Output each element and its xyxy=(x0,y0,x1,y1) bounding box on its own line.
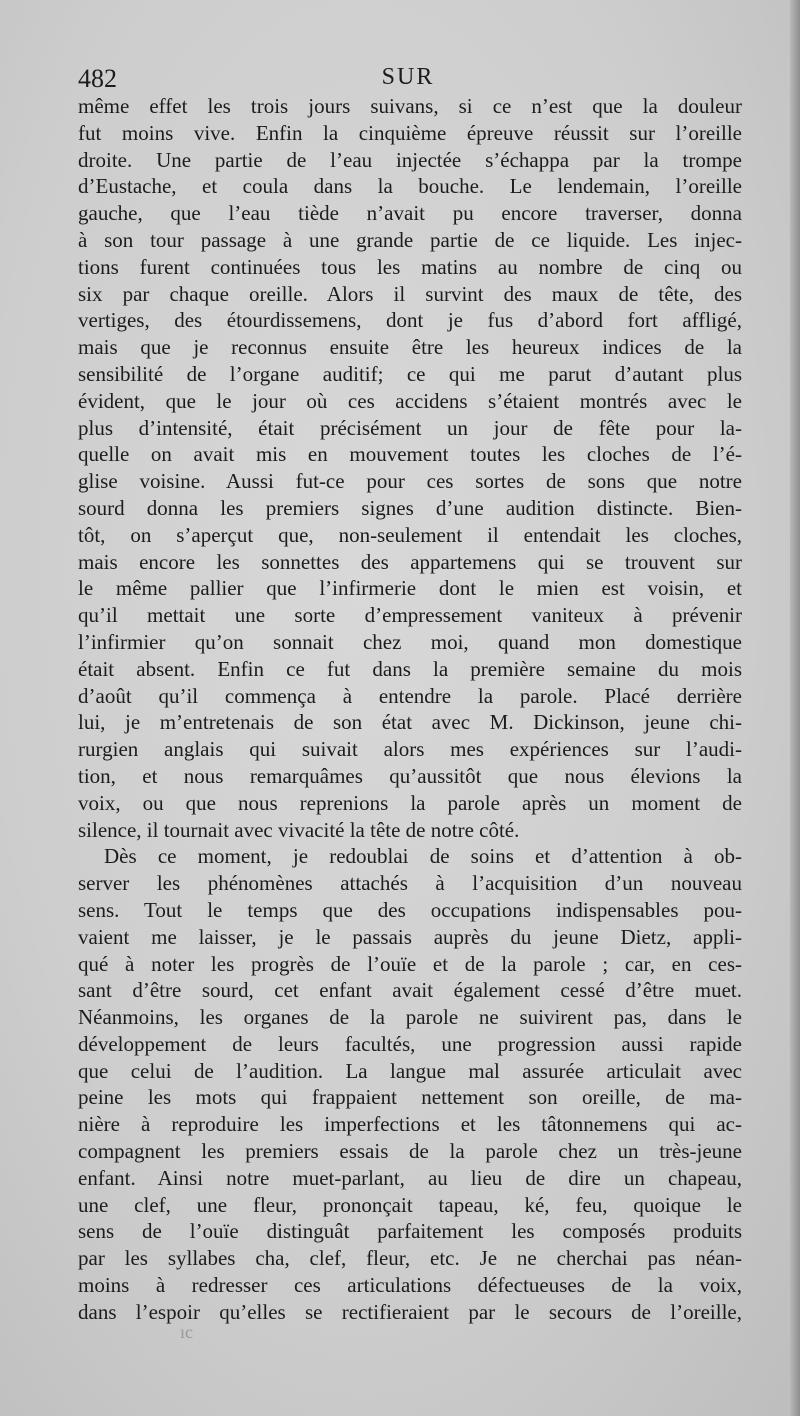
text-line: lui, je m’entretenais de son état avec M. Dickinson, jeune chi- xyxy=(78,710,742,735)
text-line: tion, et nous remarquâmes qu’aussitôt que nous élevions la xyxy=(78,763,742,788)
paragraph-end-line: silence, il tournait avec vivacité la tête de notre côté. xyxy=(78,817,520,842)
body-text xyxy=(78,93,742,1326)
running-head: SUR xyxy=(381,64,435,90)
text-line: par les syllabes cha, clef, fleur, etc. Je ne cherchai pas néan- xyxy=(78,1246,742,1271)
text-line: une clef, une fleur, prononçait tapeau, ké, feu, quoique le xyxy=(78,1192,742,1217)
text-line: sens. Tout le temps que des occupations indispensables pou- xyxy=(78,897,742,922)
text-line: moins à redresser ces articulations défectueuses de la voix, xyxy=(78,1273,742,1298)
text-line: six par chaque oreille. Alors il survint des maux de tête, des xyxy=(78,281,742,306)
text-line: tions furent continuées tous les matins au nombre de cinq ou xyxy=(78,254,742,279)
text-line: d’août qu’il commença à entendre la parole. Placé derrière xyxy=(78,683,742,708)
paragraph-start-line: Dès ce moment, je redoublai de soins et d’attention à ob- xyxy=(104,844,742,869)
text-line: sourd donna les premiers signes d’une audition distincte. Bien- xyxy=(78,495,742,520)
text-line: rurgien anglais qui suivait alors mes expériences sur l’audi- xyxy=(78,737,742,762)
text-line: plus d’intensité, était précisément un jour de fête pour la- xyxy=(78,415,742,440)
text-line: mais encore les sonnettes des appartemens qui se trouvent sur xyxy=(78,549,742,574)
text-line: mais que je reconnus ensuite être les heureux indices de la xyxy=(78,335,742,360)
text-line: qu’il mettait une sorte d’empressement vaniteux à prévenir xyxy=(78,603,742,628)
text-line: glise voisine. Aussi fut-ce pour ces sortes de sons que notre xyxy=(78,469,742,494)
text-line: peine les mots qui frappaient nettement son oreille, de ma- xyxy=(78,1085,742,1110)
text-line: voix, ou que nous reprenions la parole après un moment de xyxy=(78,790,742,815)
text-line: évident, que le jour où ces accidens s’étaient montrés avec le xyxy=(78,388,742,413)
page-edge-shadow xyxy=(790,0,800,1416)
text-line: Néanmoins, les organes de la parole ne suivirent pas, dans le xyxy=(78,1005,742,1030)
text-line: dans l’espoir qu’elles se rectifieraient par le secours de l’oreille, xyxy=(78,1299,742,1324)
text-line: enfant. Ainsi notre muet-parlant, au lieu de dire un chapeau, xyxy=(78,1165,742,1190)
text-line: d’Eustache, et coula dans la bouche. Le lendemain, l’oreille xyxy=(78,174,742,199)
text-line: sant d’être sourd, cet enfant avait également cessé d’être muet. xyxy=(78,978,742,1003)
text-line: même effet les trois jours suivans, si ce n’est que la douleur xyxy=(78,94,742,118)
page-header xyxy=(78,64,738,94)
text-line: vaient me laisser, je le passais auprès du jeune Dietz, appli- xyxy=(78,924,742,949)
stray-mark: ıc xyxy=(180,1322,193,1342)
text-line: était absent. Enfin ce fut dans la première semaine du mois xyxy=(78,656,742,681)
page-number: 482 xyxy=(78,64,117,93)
text-line: fut moins vive. Enfin la cinquième épreuve réussit sur l’oreille xyxy=(78,120,742,145)
text-line: nière à reproduire les imperfections et les tâtonnemens qui ac- xyxy=(78,1112,742,1137)
text-line: compagnent les premiers essais de la parole chez un très-jeune xyxy=(78,1139,742,1164)
text-line: à son tour passage à une grande partie de ce liquide. Les injec- xyxy=(78,227,742,252)
text-line: tôt, on s’aperçut que, non-seulement il entendait les cloches, xyxy=(78,522,742,547)
text-line: qué à noter les progrès de l’ouïe et de la parole ; car, en ces- xyxy=(78,951,742,976)
text-line: le même pallier que l’infirmerie dont le mien est voisin, et xyxy=(78,576,742,601)
text-line: droite. Une partie de l’eau injectée s’échappa par la trompe xyxy=(78,147,742,172)
text-line: l’infirmier qu’on sonnait chez moi, quand mon domestique xyxy=(78,629,742,654)
text-line: vertiges, des étourdissemens, dont je fus d’abord fort affligé, xyxy=(78,308,742,333)
text-line: développement de leurs facultés, une progression aussi rapide xyxy=(78,1031,742,1056)
text-line: quelle on avait mis en mouvement toutes les cloches de l’é- xyxy=(78,442,742,467)
text-line: server les phénomènes attachés à l’acquisition d’un nouveau xyxy=(78,871,742,896)
text-line: sens de l’ouïe distinguât parfaitement les composés produits xyxy=(78,1219,742,1244)
text-line: que celui de l’audition. La langue mal assurée articulait avec xyxy=(78,1058,742,1083)
text-line: sensibilité de l’organe auditif; ce qui me parut d’autant plus xyxy=(78,361,742,386)
text-line: gauche, que l’eau tiède n’avait pu encore traverser, donna xyxy=(78,201,742,226)
